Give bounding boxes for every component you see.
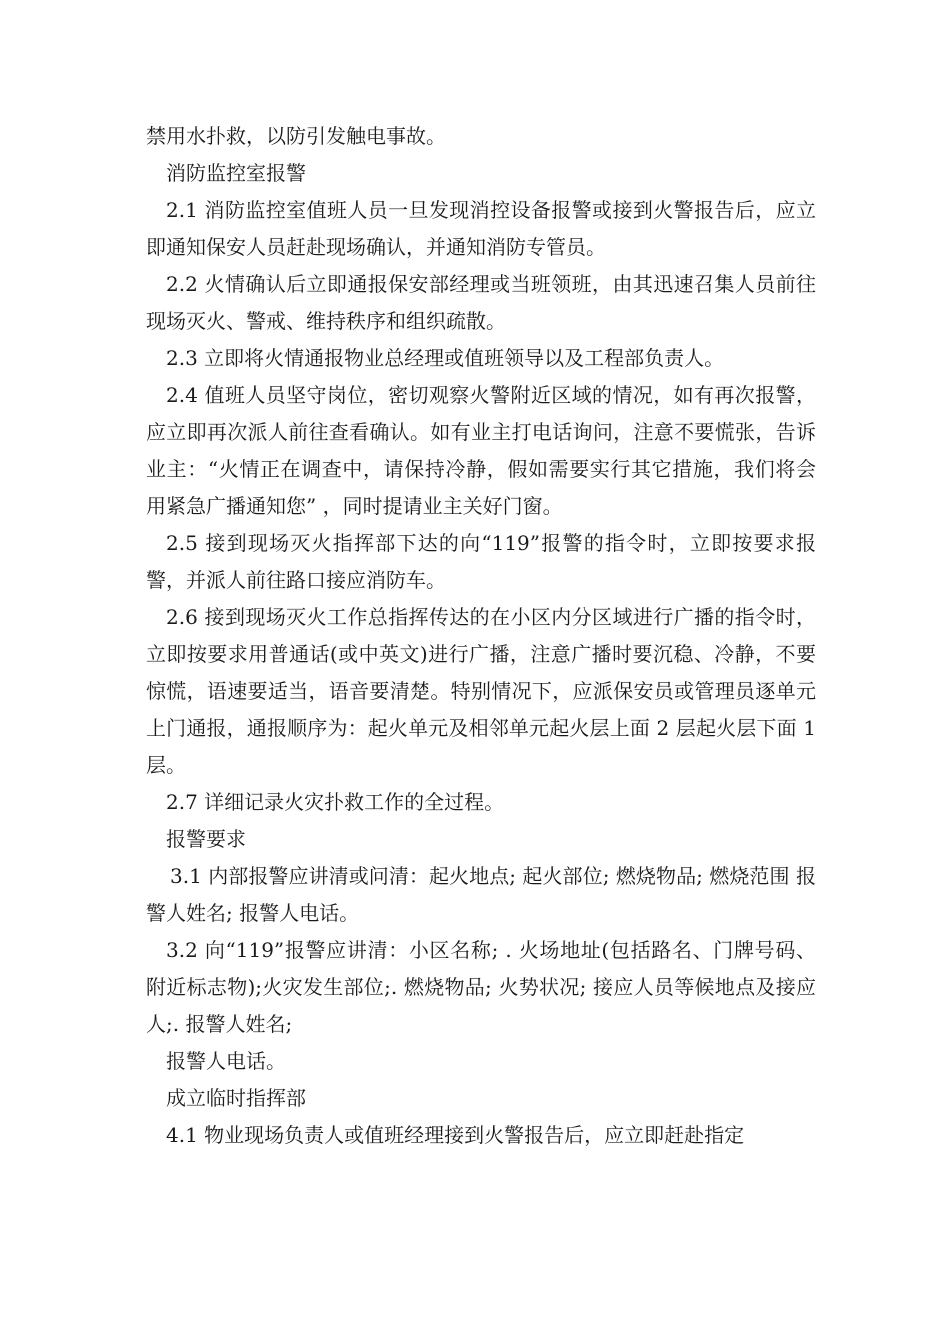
paragraph-2-7: 2.7 详细记录火灾扑救工作的全过程。 [166, 790, 505, 814]
paragraph-2-3: 2.3 立即将火情通报物业总经理或值班领导以及工程部负责人。 [166, 346, 725, 370]
paragraph-1: 禁用水扑救，以防引发触电事故。 [146, 124, 446, 148]
section-heading-fire-control-alarm: 消防监控室报警 [166, 161, 306, 185]
paragraph-4-1: 4.1 物业现场负责人或值班经理接到火警报告后，应立即赶赴指定 [166, 1123, 745, 1147]
paragraph-2-2: 2.2 火情确认后立即通报保安部经理或当班领班，由其迅速召集人员前往现场灭火、警戒、维持秩序和组织疏散。 [146, 272, 816, 333]
paragraph-3-1: 3.1 内部报警应讲清或问清：起火地点; 起火部位; 燃烧物品; 燃烧范围 报警人姓名; 报警人电话。 [146, 864, 816, 925]
paragraph-reporter-phone: 报警人电话。 [166, 1049, 286, 1073]
paragraph-2-4: 2.4 值班人员坚守岗位，密切观察火警附近区域的情况，如有再次报警，应立即再次派人前往查看确认。如有业主打电话询问，注意不要慌张，告诉业主：“火情正在调查中，请保持冷静，假如需要实行其它措施，我们将会用紧急广播通知您” ，同时提请业主关好门窗。 [146, 383, 816, 518]
paragraph-3-2: 3.2 向“119”报警应讲清：小区名称; . 火场地址(包括路名、门牌号码、附近标志物);火灾发生部位;. 燃烧物品; 火势状况; 接应人员等候地点及接应人;. 报警人姓名; [146, 938, 816, 1036]
section-heading-temporary-command: 成立临时指挥部 [166, 1086, 306, 1110]
section-heading-alarm-requirements: 报警要求 [166, 827, 246, 851]
paragraph-2-1: 2.1 消防监控室值班人员一旦发现消控设备报警或接到火警报告后，应立即通知保安人员赶赴现场确认，并通知消防专管员。 [146, 198, 816, 259]
paragraph-2-5: 2.5 接到现场灭火指挥部下达的向“119”报警的指令时，立即按要求报警，并派人前往路口接应消防车。 [146, 531, 816, 592]
document-page [146, 118, 816, 1154]
paragraph-2-6: 2.6 接到现场灭火工作总指挥传达的在小区内分区域进行广播的指令时，立即按要求用普通话(或中英文)进行广播，注意广播时要沉稳、冷静，不要惊慌，语速要适当，语音要清楚。特别情况下，应派保安员或管理员逐单元上门通报，通报顺序为：起火单元及相邻单元起火层上面 2 层起火层下面 1 层。 [146, 605, 816, 777]
